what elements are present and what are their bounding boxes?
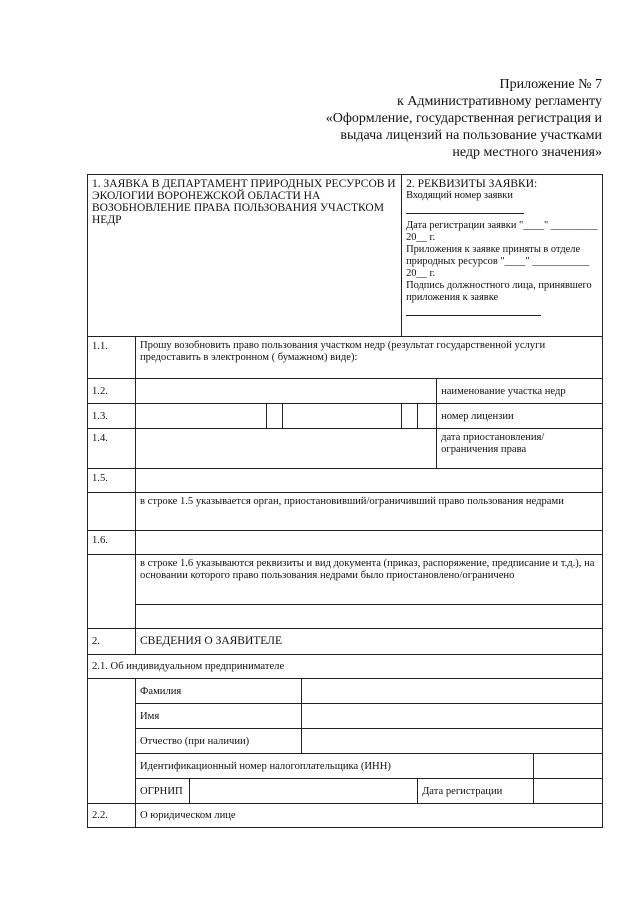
row-number: 2. <box>88 629 136 655</box>
license-number-label: номер лицензии <box>437 404 603 429</box>
spacer-cell <box>88 679 136 804</box>
attachments-year: 20__ г. <box>406 268 436 279</box>
row-number: 2.2. <box>88 804 136 828</box>
registration-date-label: Дата регистрации заявки "____" _________ <box>406 220 598 231</box>
attachments-label: Приложения к заявке приняты в отделе природных ресурсов "____" ___________ <box>406 244 590 267</box>
registration-year: 20__ г. <box>406 232 436 243</box>
appendix-number: Приложение № 7 <box>499 77 602 92</box>
row-number: 1.6. <box>88 531 136 555</box>
license-type-field[interactable] <box>418 404 437 429</box>
license-box[interactable] <box>267 404 283 429</box>
license-series-field[interactable] <box>136 404 267 429</box>
registration-date-field[interactable] <box>534 779 603 804</box>
inn-label: Идентификационный номер налогоплательщика (ИНН) <box>136 754 534 779</box>
requisites-title: 2. РЕКВИЗИТЫ ЗАЯВКИ: <box>406 178 538 190</box>
signature-field[interactable] <box>406 306 541 316</box>
authority-field[interactable] <box>136 469 603 493</box>
document-extra-field[interactable] <box>136 605 603 629</box>
document-field[interactable] <box>136 531 603 555</box>
site-name-field[interactable] <box>136 379 437 404</box>
individual-entrepreneur-title: 2.1. Об индивидуальном предпринимателе <box>88 655 603 679</box>
regulation-ref: к Административному регламенту <box>397 94 602 109</box>
row-1-5-note: в строке 1.5 указывается орган, приостановивший/ограничивший право пользования недрами <box>136 493 603 531</box>
ogrnip-label: ОГРНИП <box>136 779 190 804</box>
suspension-date-label: дата приостановления/ ограничения права <box>437 429 603 469</box>
incoming-number-label: Входящий номер заявки <box>406 190 513 201</box>
row-number: 1.1. <box>88 337 136 379</box>
row-number: 1.2. <box>88 379 136 404</box>
legal-entity-title: О юридическом лице <box>136 804 603 828</box>
form-title: 1. ЗАЯВКА В ДЕПАРТАМЕНТ ПРИРОДНЫХ РЕСУРСОВ И ЭКОЛОГИИ ВОРОНЕЖСКОЙ ОБЛАСТИ НА ВОЗОБНОВЛЕНИЕ ПРАВА ПОЛЬЗОВАНИЯ УЧАСТКОМ НЕДР <box>92 178 396 226</box>
document-header <box>272 76 602 161</box>
license-box[interactable] <box>402 404 418 429</box>
row-1-6-note: в строке 1.6 указываются реквизиты и вид документа (приказ, распоряжение, предписание и т.д.), на основании которого право пользования недрами было приостановлено/ограничено <box>136 555 603 605</box>
name-label: Имя <box>136 704 302 729</box>
renewal-request-text: Прошу возобновить право пользования участком недр (результат государственной услуги предоставить в электронном ( бумажном) виде): <box>136 337 603 379</box>
incoming-number-field[interactable] <box>406 203 524 214</box>
applicant-section-title: СВЕДЕНИЯ О ЗАЯВИТЕЛЕ <box>136 629 603 655</box>
surname-label: Фамилия <box>136 679 302 704</box>
signature-label: Подпись должностного лица, принявшего приложения к заявке <box>406 280 592 303</box>
row-number: 1.5. <box>88 469 136 493</box>
ogrnip-field[interactable] <box>190 779 418 804</box>
regulation-title-3: недр местного значения» <box>452 145 602 160</box>
regulation-title-2: выдача лицензий на пользование участками <box>340 128 602 143</box>
suspension-date-field[interactable] <box>136 429 437 469</box>
spacer-cell <box>88 555 136 629</box>
spacer-cell <box>88 493 136 531</box>
license-number-field[interactable] <box>283 404 402 429</box>
requisites-cell <box>402 175 603 337</box>
row-number: 1.4. <box>88 429 136 469</box>
regulation-title-1: «Оформление, государственная регистрация и <box>325 111 602 126</box>
registration-date-label: Дата регистрации <box>418 779 534 804</box>
row-number: 1.3. <box>88 404 136 429</box>
form-title-cell <box>88 175 402 337</box>
site-name-label: наименование участка недр <box>437 379 603 404</box>
patronymic-label: Отчество (при наличии) <box>136 729 302 754</box>
inn-field[interactable] <box>534 754 603 779</box>
surname-field[interactable] <box>302 679 603 704</box>
name-field[interactable] <box>302 704 603 729</box>
patronymic-field[interactable] <box>302 729 603 754</box>
application-form <box>87 174 603 828</box>
